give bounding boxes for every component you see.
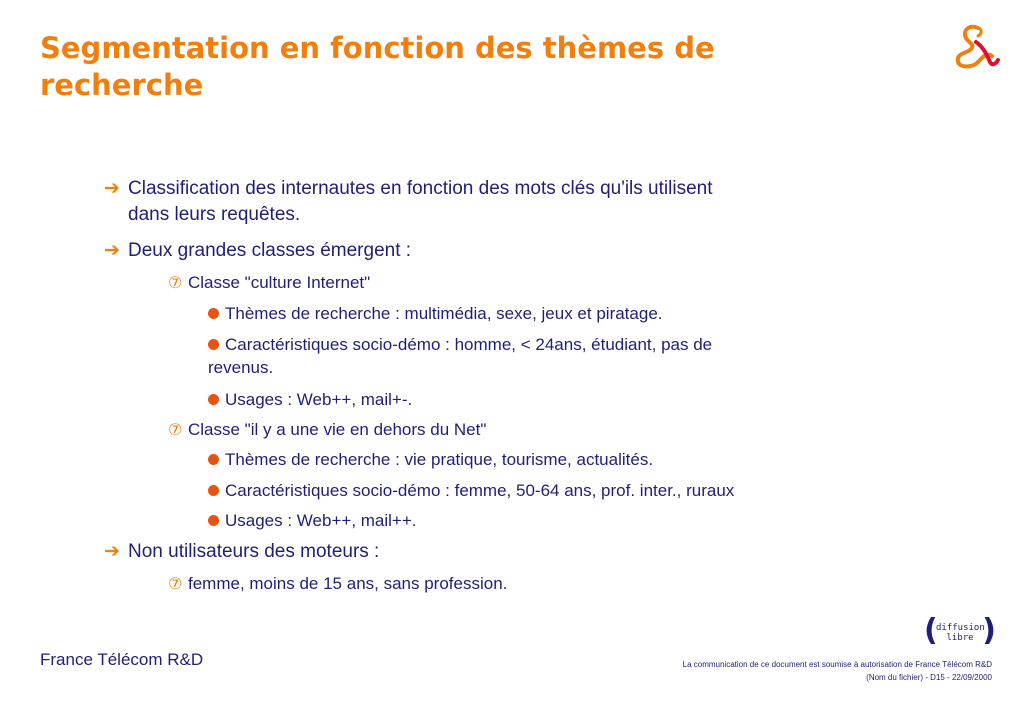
dot-icon: [208, 485, 219, 496]
detail-usages-1: [208, 388, 868, 411]
bullet-text-line1: Classification des internautes en fonction des mots clés qu'ils utilisent: [128, 178, 713, 199]
detail-text-line2: revenus.: [208, 358, 274, 377]
badge-open-paren: (: [924, 613, 938, 648]
diffusion-libre-badge: [924, 613, 996, 648]
footer-notice: La communication de ce document est soumise à autorisation de France Télécom R&D: [682, 660, 992, 669]
detail-text: Thèmes de recherche : multimédia, sexe, jeux et piratage.: [225, 304, 663, 323]
detail-socio-2: [208, 479, 868, 502]
sub-bullet-text: Classe "culture Internet": [188, 273, 371, 292]
bullet-non-users: [104, 539, 864, 565]
detail-socio-1: [208, 333, 868, 379]
circled-seven-icon: ⑦: [168, 576, 183, 593]
circled-seven-icon: ⑦: [168, 275, 183, 292]
footer-organization: France Télécom R&D: [40, 650, 204, 669]
badge-line1: diffusion: [936, 623, 985, 633]
detail-themes-1: [208, 302, 868, 325]
badge-close-paren: ): [982, 613, 996, 648]
detail-themes-2: [208, 448, 868, 471]
dot-icon: [208, 394, 219, 405]
arrow-right-icon: ➔: [104, 178, 120, 199]
badge-line2: libre: [946, 633, 974, 643]
circled-seven-icon: ⑦: [168, 422, 183, 439]
detail-text-line1: Caractéristiques socio-démo : homme, < 24ans, étudiant, pas de: [225, 335, 713, 354]
bullet-text: Deux grandes classes émergent :: [128, 240, 412, 261]
sub-bullet-text: femme, moins de 15 ans, sans profession.: [188, 574, 508, 593]
footer-file-info: (Nom du fichier) - D15 - 22/09/2000: [866, 673, 992, 682]
dot-icon: [208, 454, 219, 465]
slide-title: Segmentation en fonction des thèmes de recherche: [40, 31, 715, 102]
detail-usages-2: [208, 509, 868, 532]
dot-icon: [208, 515, 219, 526]
sub-bullet-text: Classe "il y a une vie en dehors du Net": [188, 420, 487, 439]
arrow-right-icon: ➔: [104, 541, 120, 562]
detail-text: Caractéristiques socio-démo : femme, 50-64 ans, prof. inter., ruraux: [225, 481, 735, 500]
sub-bullet-non-users-profile: [168, 572, 868, 596]
arrow-right-icon: ➔: [104, 240, 120, 261]
bullet-text-line2: dans leurs requêtes.: [128, 204, 301, 225]
sub-bullet-culture-internet: [168, 271, 868, 295]
dot-icon: [208, 308, 219, 319]
detail-text: Usages : Web++, mail+-.: [225, 390, 413, 409]
bullet-classification: [104, 176, 864, 228]
bullet-two-classes: [104, 238, 864, 264]
dot-icon: [208, 339, 219, 350]
detail-text: Usages : Web++, mail++.: [225, 511, 417, 530]
bullet-text: Non utilisateurs des moteurs :: [128, 541, 380, 562]
sub-bullet-vie-hors-net: [168, 418, 868, 442]
detail-text: Thèmes de recherche : vie pratique, tourisme, actualités.: [225, 450, 654, 469]
